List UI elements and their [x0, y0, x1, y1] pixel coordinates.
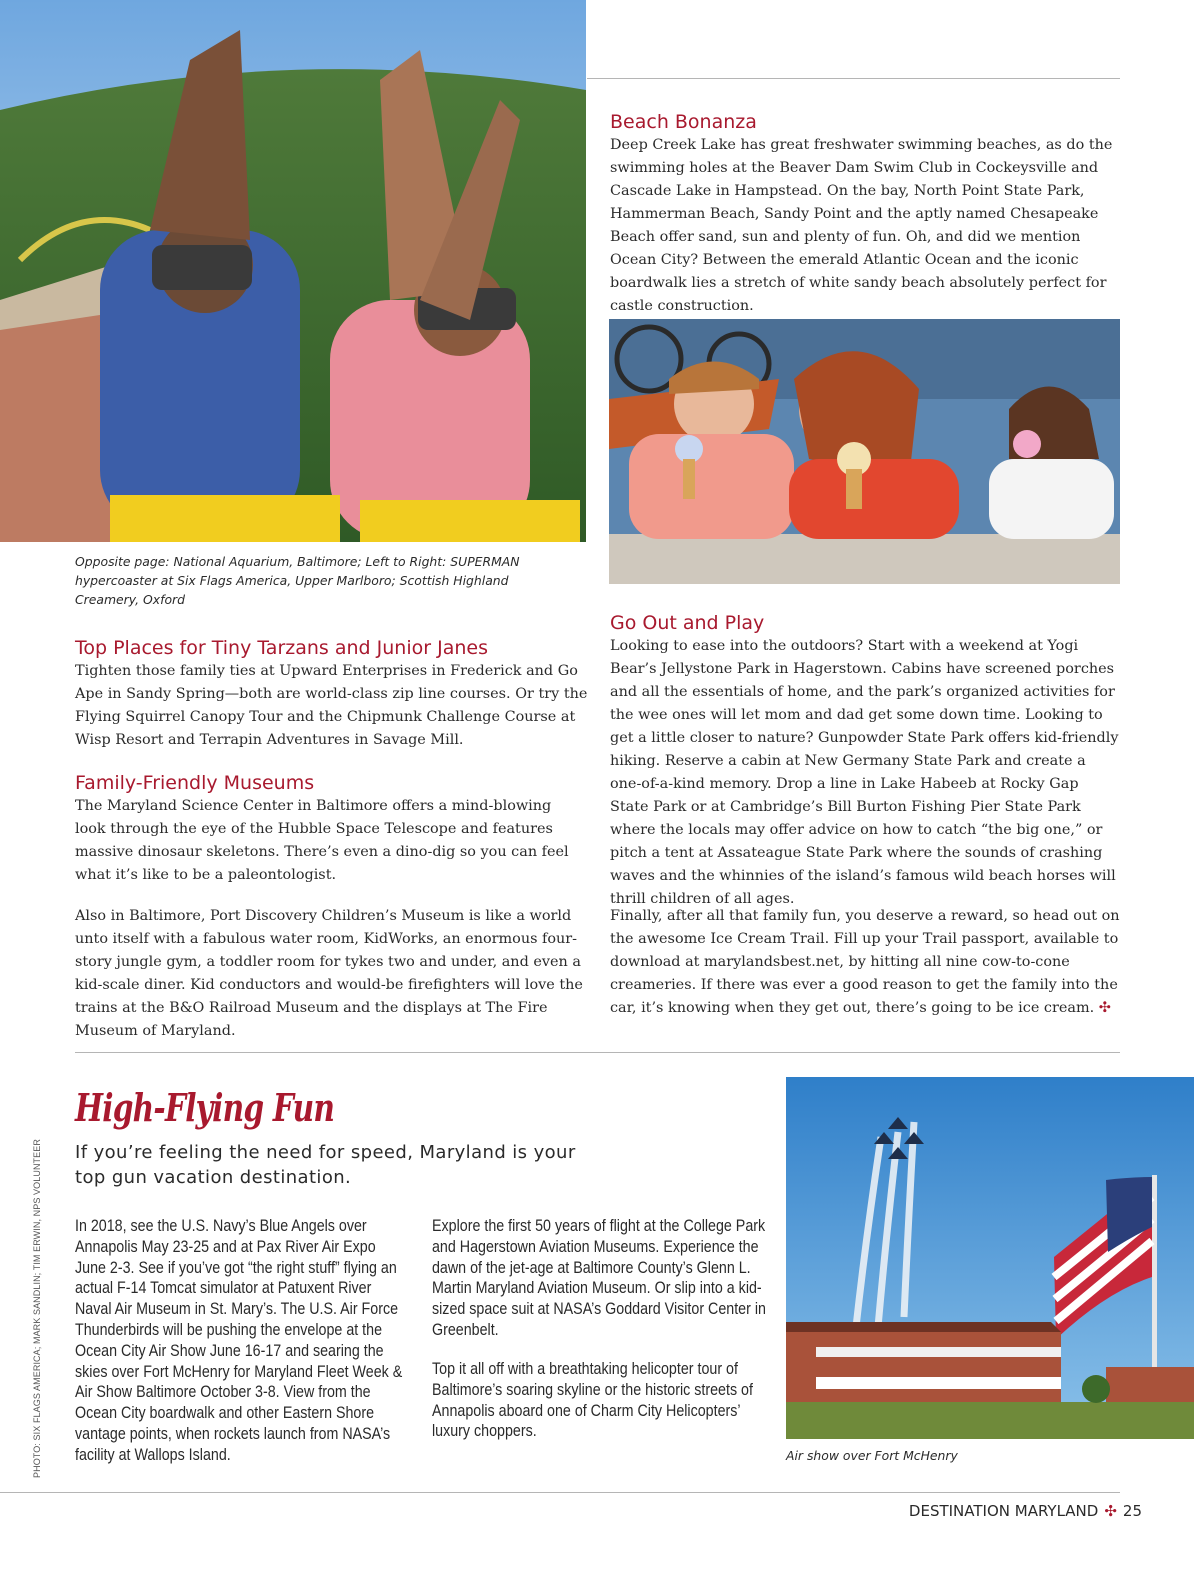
top-rule: [587, 78, 1120, 79]
play-heading: Go Out and Play: [610, 612, 765, 634]
feature-col2b: Top it all off with a breathtaking helicopter tour of Baltimore’s soaring skyline or the historic streets of Annapolis aboard one of Charm City Helicopters’ luxury choppers.: [432, 1359, 753, 1441]
page-number: 25: [1122, 1502, 1142, 1520]
play-body-2-text: Finally, after all that family fun, you deserve a reward, so head out on the awesome Ice Cream Trail. Fill up your Trail passport, available to download at marylandsbest.net, by hitting all nine cow-to-cone creameries. If there was ever a good reason to get the family into the car, it’s knowing when they get out, there’s going to be ice cream.: [610, 908, 1120, 1016]
publication-name: DESTINATION MARYLAND: [908, 1502, 1099, 1520]
beach-heading: Beach Bonanza: [610, 111, 757, 133]
tarzans-heading: Top Places for Tiny Tarzans and Junior Janes: [75, 637, 488, 659]
play-body-1: Looking to ease into the outdoors? Start with a weekend at Yogi Bear’s Jellystone Park in Hagerstown. Cabins have screened porches and all the essentials of home, and the park’s organized activities for the wee ones will let mom and dad get some down time. Looking to get a little closer to nature? Gunpowder State Park offers kid-friendly hiking. Reserve a cabin at New Germany State Park and create a one-of-a-kind memory. Drop a line in Lake Habeeb at Rocky Gap State Park or at Cambridge’s Bill Burton Fishing Pier State Park where the locals may offer advice on how to catch “the big one,” or pitch a tent at Assateague State Park where the sounds of crashing waves and the whinnies of the island’s famous wild beach horses will thrill children of all ages.: [610, 638, 1119, 907]
museums-heading: Family-Friendly Museums: [75, 772, 315, 794]
top-photo-caption: Opposite page: National Aquarium, Baltimore; Left to Right: SUPERMAN hypercoaster at Six Flags America, Upper Marlboro; Scottish Highland Creamery, Oxford: [75, 554, 520, 607]
feature-subtitle: If you’re feeling the need for speed, Maryland is your top gun vacation destination.: [75, 1142, 576, 1188]
page-footer: [909, 1502, 1142, 1520]
play-body-2: [610, 905, 1120, 1020]
tarzans-body: Tighten those family ties at Upward Enterprises in Frederick and Go Ape in Sandy Spring—both are world-class zip line courses. Or try the Flying Squirrel Canopy Tour and the Chipmunk Challenge Course at Wisp Resort and Terrapin Adventures in Savage Mill.: [75, 663, 588, 748]
museums-body-1: The Maryland Science Center in Baltimore offers a mind-blowing look through the eye of the Hubble Space Telescope and features massive dinosaur skeletons. There’s even a dino-dig so you can feel what it’s like to be a paleontologist.: [75, 798, 569, 883]
photo-credit: PHOTO: SIX FLAGS AMERICA; MARK SANDLIN; TIM ERWIN, NPS VOLUNTEER: [32, 1139, 42, 1478]
end-mark-icon: ✣: [1098, 1000, 1111, 1016]
section-rule: [75, 1052, 1120, 1053]
fort-mchenry-photo: [786, 1077, 1194, 1439]
feature-col2a: Explore the first 50 years of flight at the College Park and Hagerstown Aviation Museums. Experience the dawn of the jet-age at Baltimore County’s Glenn L. Martin Maryland Aviation Museum. Or slip into a kid-sized space suit at NASA’s Goddard Visitor Center in Greenbelt.: [432, 1216, 766, 1339]
roller-coaster-photo: [0, 0, 586, 542]
beach-body: Deep Creek Lake has great freshwater swimming beaches, as do the swimming holes at the Beaver Dam Swim Club in Cockeysville and Cascade Lake in Hampstead. On the bay, North Point State Park, Hammerman Beach, Sandy Point and the aptly named Chesapeake Beach offer sand, sun and plenty of fun. Oh, and did we mention Ocean City? Between the emerald Atlantic Ocean and the iconic boardwalk lies a stretch of white sandy beach absolutely perfect for castle construction.: [610, 137, 1113, 314]
feature-col1: In 2018, see the U.S. Navy’s Blue Angels over Annapolis May 23-25 and at Pax River Air Expo June 2-3. See if you’ve got “the right stuff” flying an actual F-14 Tomcat simulator at Patuxent River Naval Air Museum in St. Mary’s. The U.S. Air Force Thunderbirds will be pushing the envelope at the Ocean City Air Show June 16-17 and searing the skies over Fort McHenry for Maryland Fleet Week & Air Show Baltimore October 3-8. View from the Ocean City boardwalk and other Eastern Shore vantage points, when rockets launch from NASA’s facility at Wallops Island.: [75, 1216, 403, 1464]
diamond-icon: ✣: [1104, 1502, 1117, 1520]
feature-title: High-Flying Fun: [75, 1085, 335, 1130]
museums-body-2: Also in Baltimore, Port Discovery Children’s Museum is like a world unto itself with a fabulous water room, KidWorks, an enormous four-story jungle gym, a toddler room for tykes two and under, and even a kid-scale diner. Kid conductors and would-be firefighters will love the trains at the B&O Railroad Museum and the displays at The Fire Museum of Maryland.: [75, 908, 583, 1039]
ice-cream-photo: [609, 319, 1120, 584]
footer-rule: [0, 1492, 1120, 1493]
fort-photo-caption: Air show over Fort McHenry: [786, 1448, 958, 1463]
